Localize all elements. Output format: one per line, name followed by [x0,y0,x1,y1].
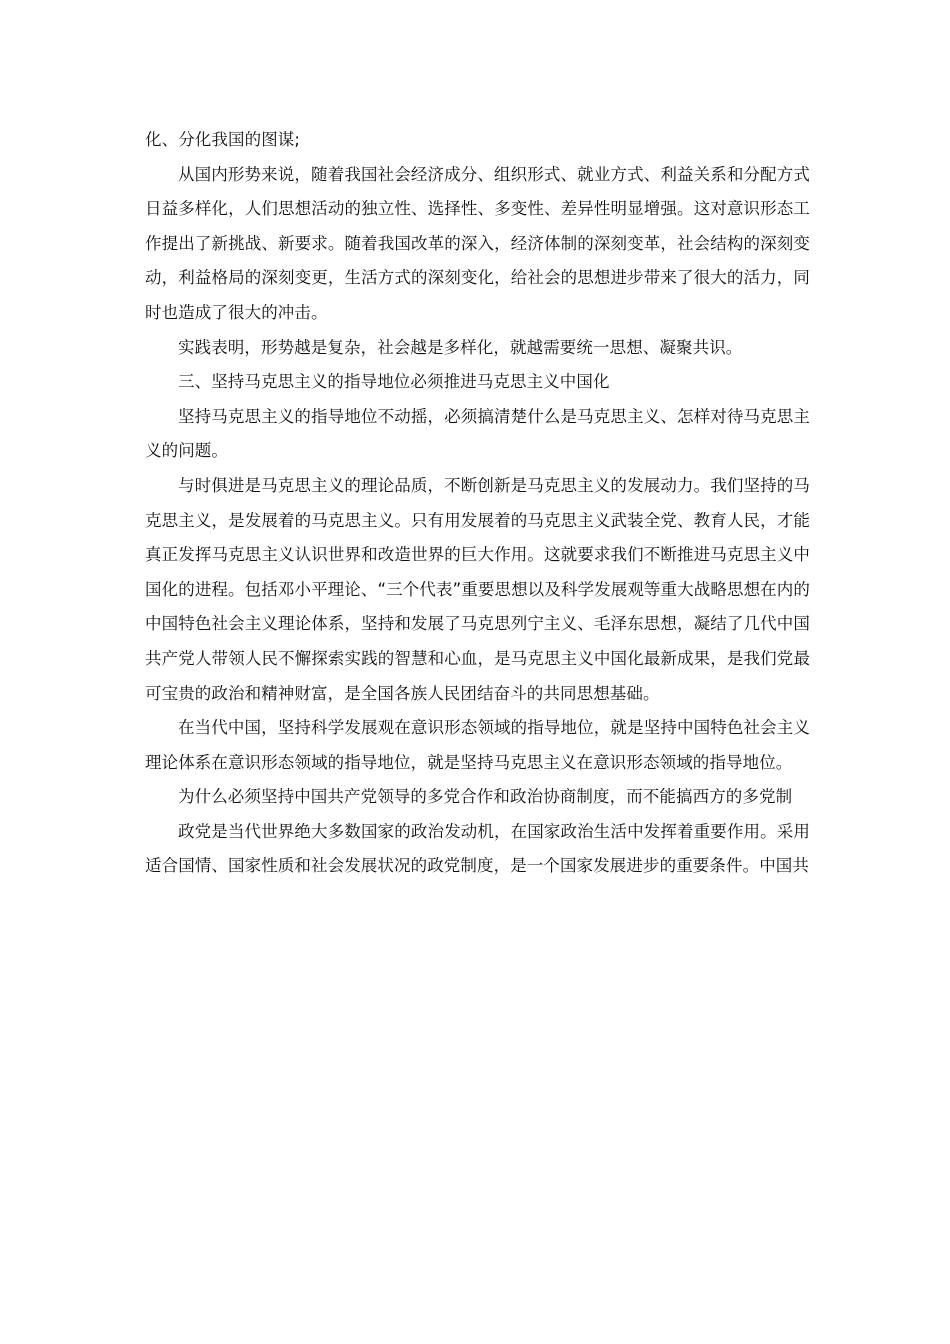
paragraph-political-parties: 政党是当代世界绝大多数国家的政治发动机，在国家政治生活中发挥着重要作用。采用适合国情、国家性质和社会发展状况的政党制度，是一个国家发展进步的重要条件。中国共 [145,821,810,876]
document-body [145,123,810,884]
paragraph-theoretical-quality: 与时俱进是马克思主义的理论品质，不断创新是马克思主义的发展动力。我们坚持的马克思主义，是发展着的马克思主义。只有用发展着的马克思主义武装全党、教育人民，才能真正发挥马克思主义认识世界和改造世界的巨大作用。这就要求我们不断推进马克思主义中国化的进程。包括邓小平理论、“三个代表”重要思想以及科学发展观等重大战略思想在内的中国特色社会主义理论体系，坚持和发展了马克思列宁主义、毛泽东思想，凝结了几代中国共产党人带领人民不懈探索实践的智慧和心血，是马克思主义中国化最新成果，是我们党最可宝贵的政治和精神财富，是全国各族人民团结奋斗的共同思想基础。 [145,475,810,703]
paragraph-continuation: 化、分化我国的图谋; [145,130,301,149]
paragraph-contemporary-china: 在当代中国，坚持科学发展观在意识形态领域的指导地位，就是坚持中国特色社会主义理论体系在意识形态领域的指导地位，就是坚持马克思主义在意识形态领域的指导地位。 [145,718,810,772]
paragraph-practice-shows: 实践表明，形势越是复杂，社会越是多样化，就越需要统一思想、凝聚共识。 [178,337,743,357]
section-heading-three: 三、坚持马克思主义的指导地位必须推进马克思主义中国化 [178,372,610,392]
question-heading-multiparty: 为什么必须坚持中国共产党领导的多党合作和政治协商制度，而不能搞西方的多党制 [178,787,793,807]
paragraph-domestic-situation: 从国内形势来说，随着我国社会经济成分、组织形式、就业方式、利益关系和分配方式日益多样化，人们思想活动的独立性、选择性、多变性、差异性明显增强。这对意识形态工作提出了新挑战、新要求。随着我国改革的深入，经济体制的深刻变革，社会结构的深刻变动，利益格局的深刻变更，生活方式的深刻变化，给社会的思想进步带来了很大的活力，同时也造成了很大的冲击。 [145,164,810,322]
paragraph-guiding-position: 坚持马克思主义的指导地位不动摇，必须搞清楚什么是马克思主义、怎样对待马克思主义的问题。 [145,406,810,461]
